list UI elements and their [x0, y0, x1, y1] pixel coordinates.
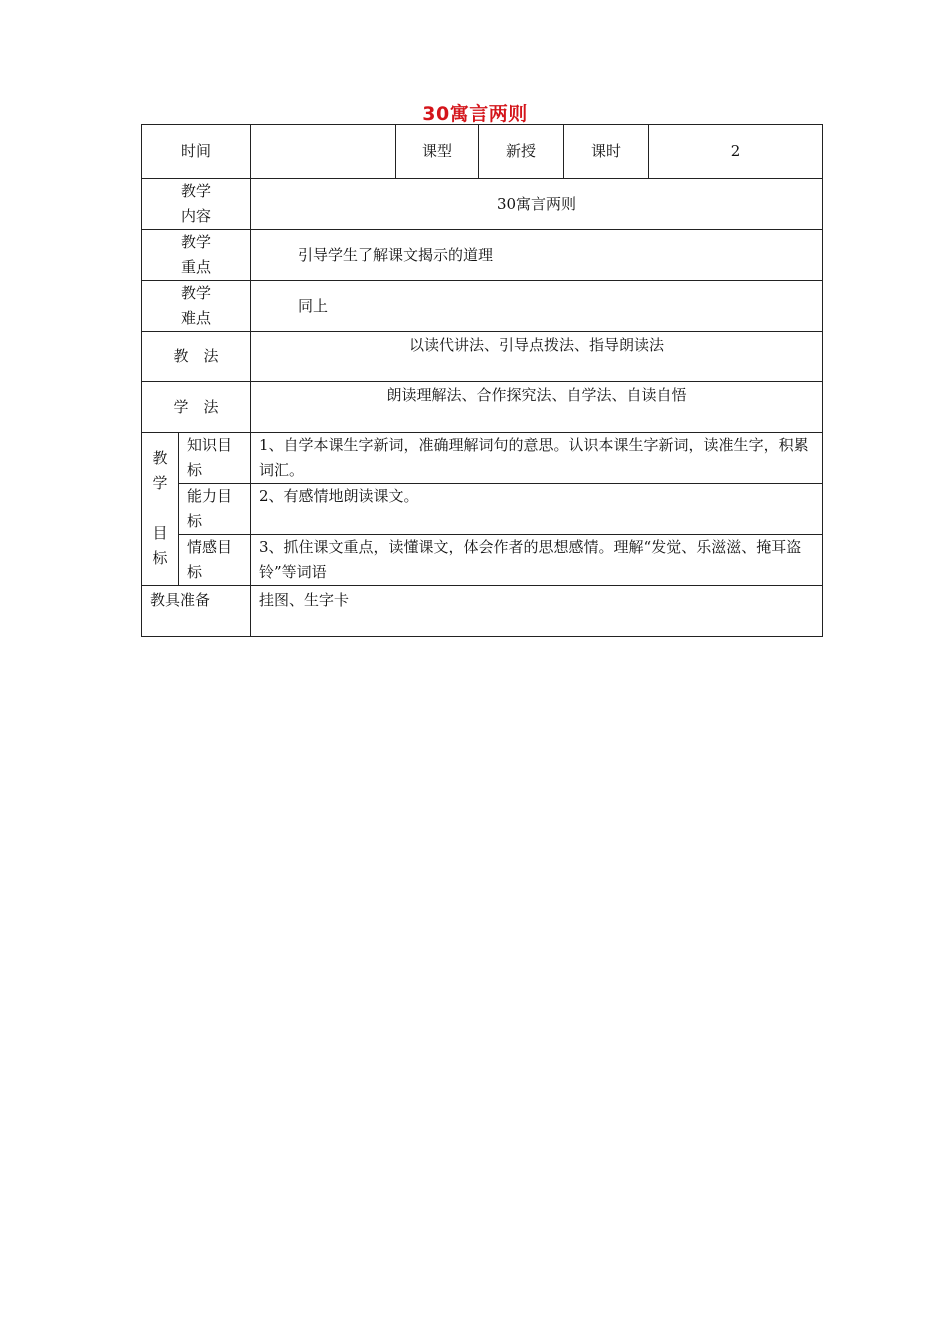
document-title: 30寓言两则	[422, 103, 528, 125]
tools-label: 教具准备	[142, 586, 251, 637]
knowledge-goal-label: 知识目 标	[179, 433, 251, 484]
difficulty-label: 教学 难点	[142, 281, 251, 332]
knowledge-goal-row	[142, 433, 823, 484]
learning-method-label: 学 法	[142, 382, 251, 433]
tools-row	[142, 586, 823, 637]
emotion-goal-label: 情感目 标	[179, 535, 251, 586]
difficulty-row	[142, 281, 823, 332]
learning-method-row	[142, 382, 823, 433]
emotion-goal-row	[142, 535, 823, 586]
ability-goal-row	[142, 484, 823, 535]
lesson-type-label: 课型	[396, 125, 479, 179]
focus-row	[142, 230, 823, 281]
content-label: 教学 内容	[142, 179, 251, 230]
difficulty-value: 同上	[251, 281, 823, 332]
teaching-method-label: 教 法	[142, 332, 251, 382]
knowledge-goal-value: 1、自学本课生字新词，准确理解词句的意思。认识本课生字新词，读准生字，积累词汇。	[251, 433, 823, 484]
content-row	[142, 179, 823, 230]
goals-label: 教 学 目 标	[142, 433, 179, 586]
ability-goal-value: 2、有感情地朗读课文。	[251, 484, 823, 535]
lesson-type-value: 新授	[479, 125, 564, 179]
period-value: 2	[649, 125, 823, 179]
time-value	[251, 125, 396, 179]
learning-method-value: 朗读理解法、合作探究法、自学法、自读自悟	[251, 382, 823, 433]
focus-label: 教学 重点	[142, 230, 251, 281]
header-row	[142, 125, 823, 179]
emotion-goal-value: 3、抓住课文重点，读懂课文，体会作者的思想感情。理解“发觉、乐滋滋、掩耳盗铃”等词语	[251, 535, 823, 586]
period-label: 课时	[564, 125, 649, 179]
ability-goal-label: 能力目 标	[179, 484, 251, 535]
lesson-plan-table	[141, 124, 823, 637]
focus-value: 引导学生了解课文揭示的道理	[251, 230, 823, 281]
teaching-method-value: 以读代讲法、引导点拨法、指导朗读法	[251, 332, 823, 382]
content-value: 30寓言两则	[251, 179, 823, 230]
teaching-method-row	[142, 332, 823, 382]
time-label: 时间	[142, 125, 251, 179]
tools-value: 挂图、生字卡	[251, 586, 823, 637]
